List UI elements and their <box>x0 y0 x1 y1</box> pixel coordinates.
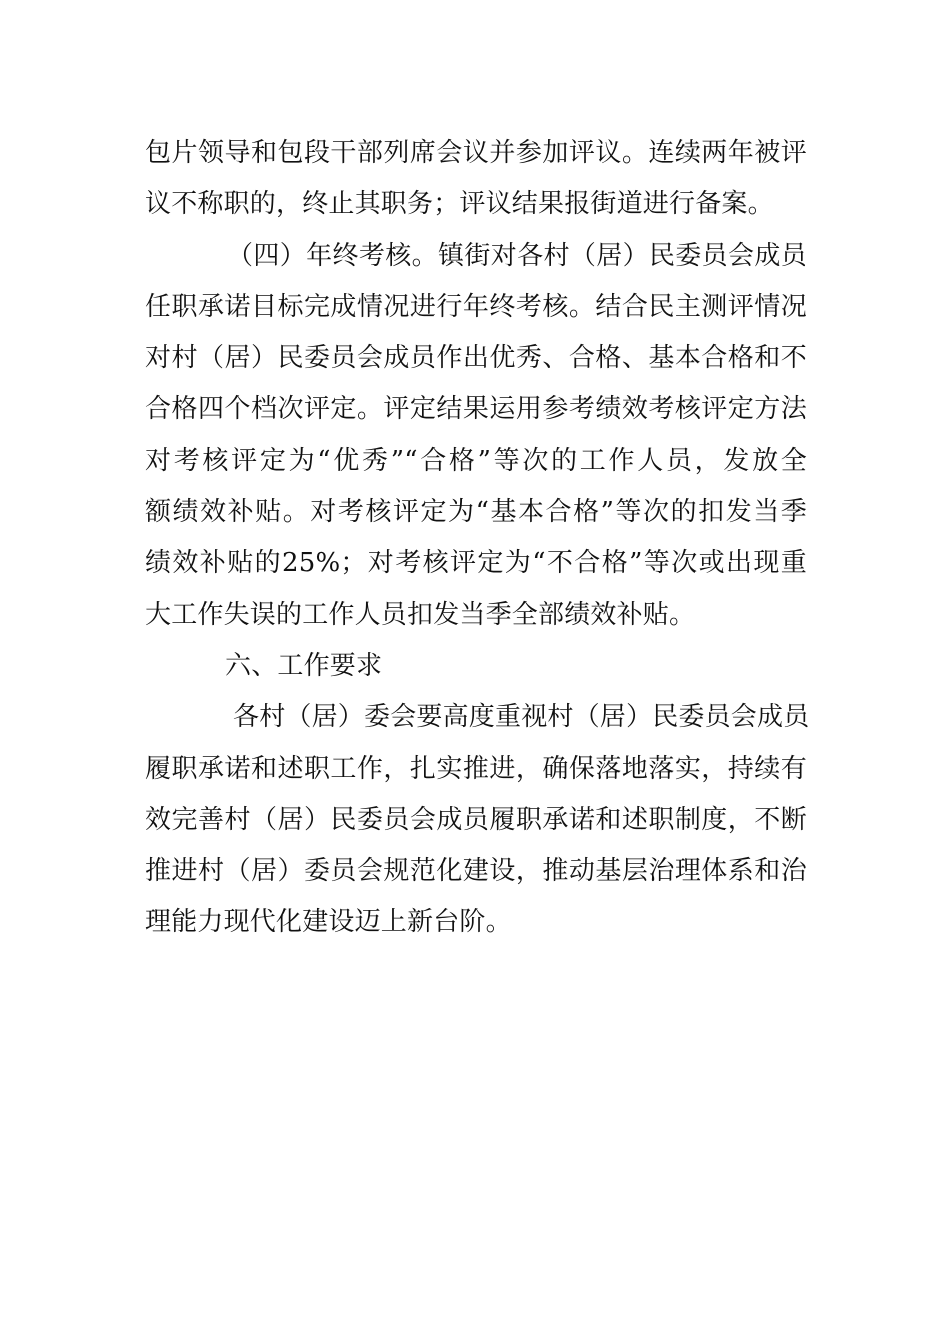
paragraph-line: 额绩效补贴。对考核评定为“基本合格”等次的扣发当季 <box>145 497 807 528</box>
paragraph-line: 包片领导和包段干部列席会议并参加评议。连续两年被评 <box>145 138 807 168</box>
paragraph-line: 合格四个档次评定。评定结果运用参考绩效考核评定方法 <box>145 394 807 425</box>
paragraph-line: 效完善村（居）民委员会成员履职承诺和述职制度，不断 <box>145 804 807 835</box>
document-body <box>145 128 810 949</box>
paragraph-line: 大工作失误的工作人员扣发当季全部绩效补贴。 <box>145 599 696 630</box>
section-heading-work-requirements: 六、工作要求 <box>225 650 383 681</box>
paragraph-line: 对考核评定为“优秀”“合格”等次的工作人员，发放全 <box>145 445 807 476</box>
paragraph-line: 推进村（居）委员会规范化建设，推动基层治理体系和治 <box>145 856 807 887</box>
paragraph-line: 各村（居）委会要高度重视村（居）民委员会成员 <box>233 702 810 733</box>
paragraph-line: 理能力现代化建设迈上新台阶。 <box>145 907 512 938</box>
paragraph-line: 履职承诺和述职工作，扎实推进，确保落地落实，持续有 <box>145 753 807 784</box>
paragraph-line: 任职承诺目标完成情况进行年终考核。结合民主测评情况 <box>145 291 807 322</box>
section-heading-annual-assessment: （四）年终考核。镇街对各村（居）民委员会成员 <box>227 240 807 271</box>
paragraph-line: 对村（居）民委员会成员作出优秀、合格、基本合格和不 <box>145 343 807 374</box>
paragraph-line: 议不称职的，终止其职务；评议结果报街道进行备案。 <box>145 189 774 220</box>
paragraph-line: 绩效补贴的25%；对考核评定为“不合格”等次或出现重 <box>145 548 807 579</box>
